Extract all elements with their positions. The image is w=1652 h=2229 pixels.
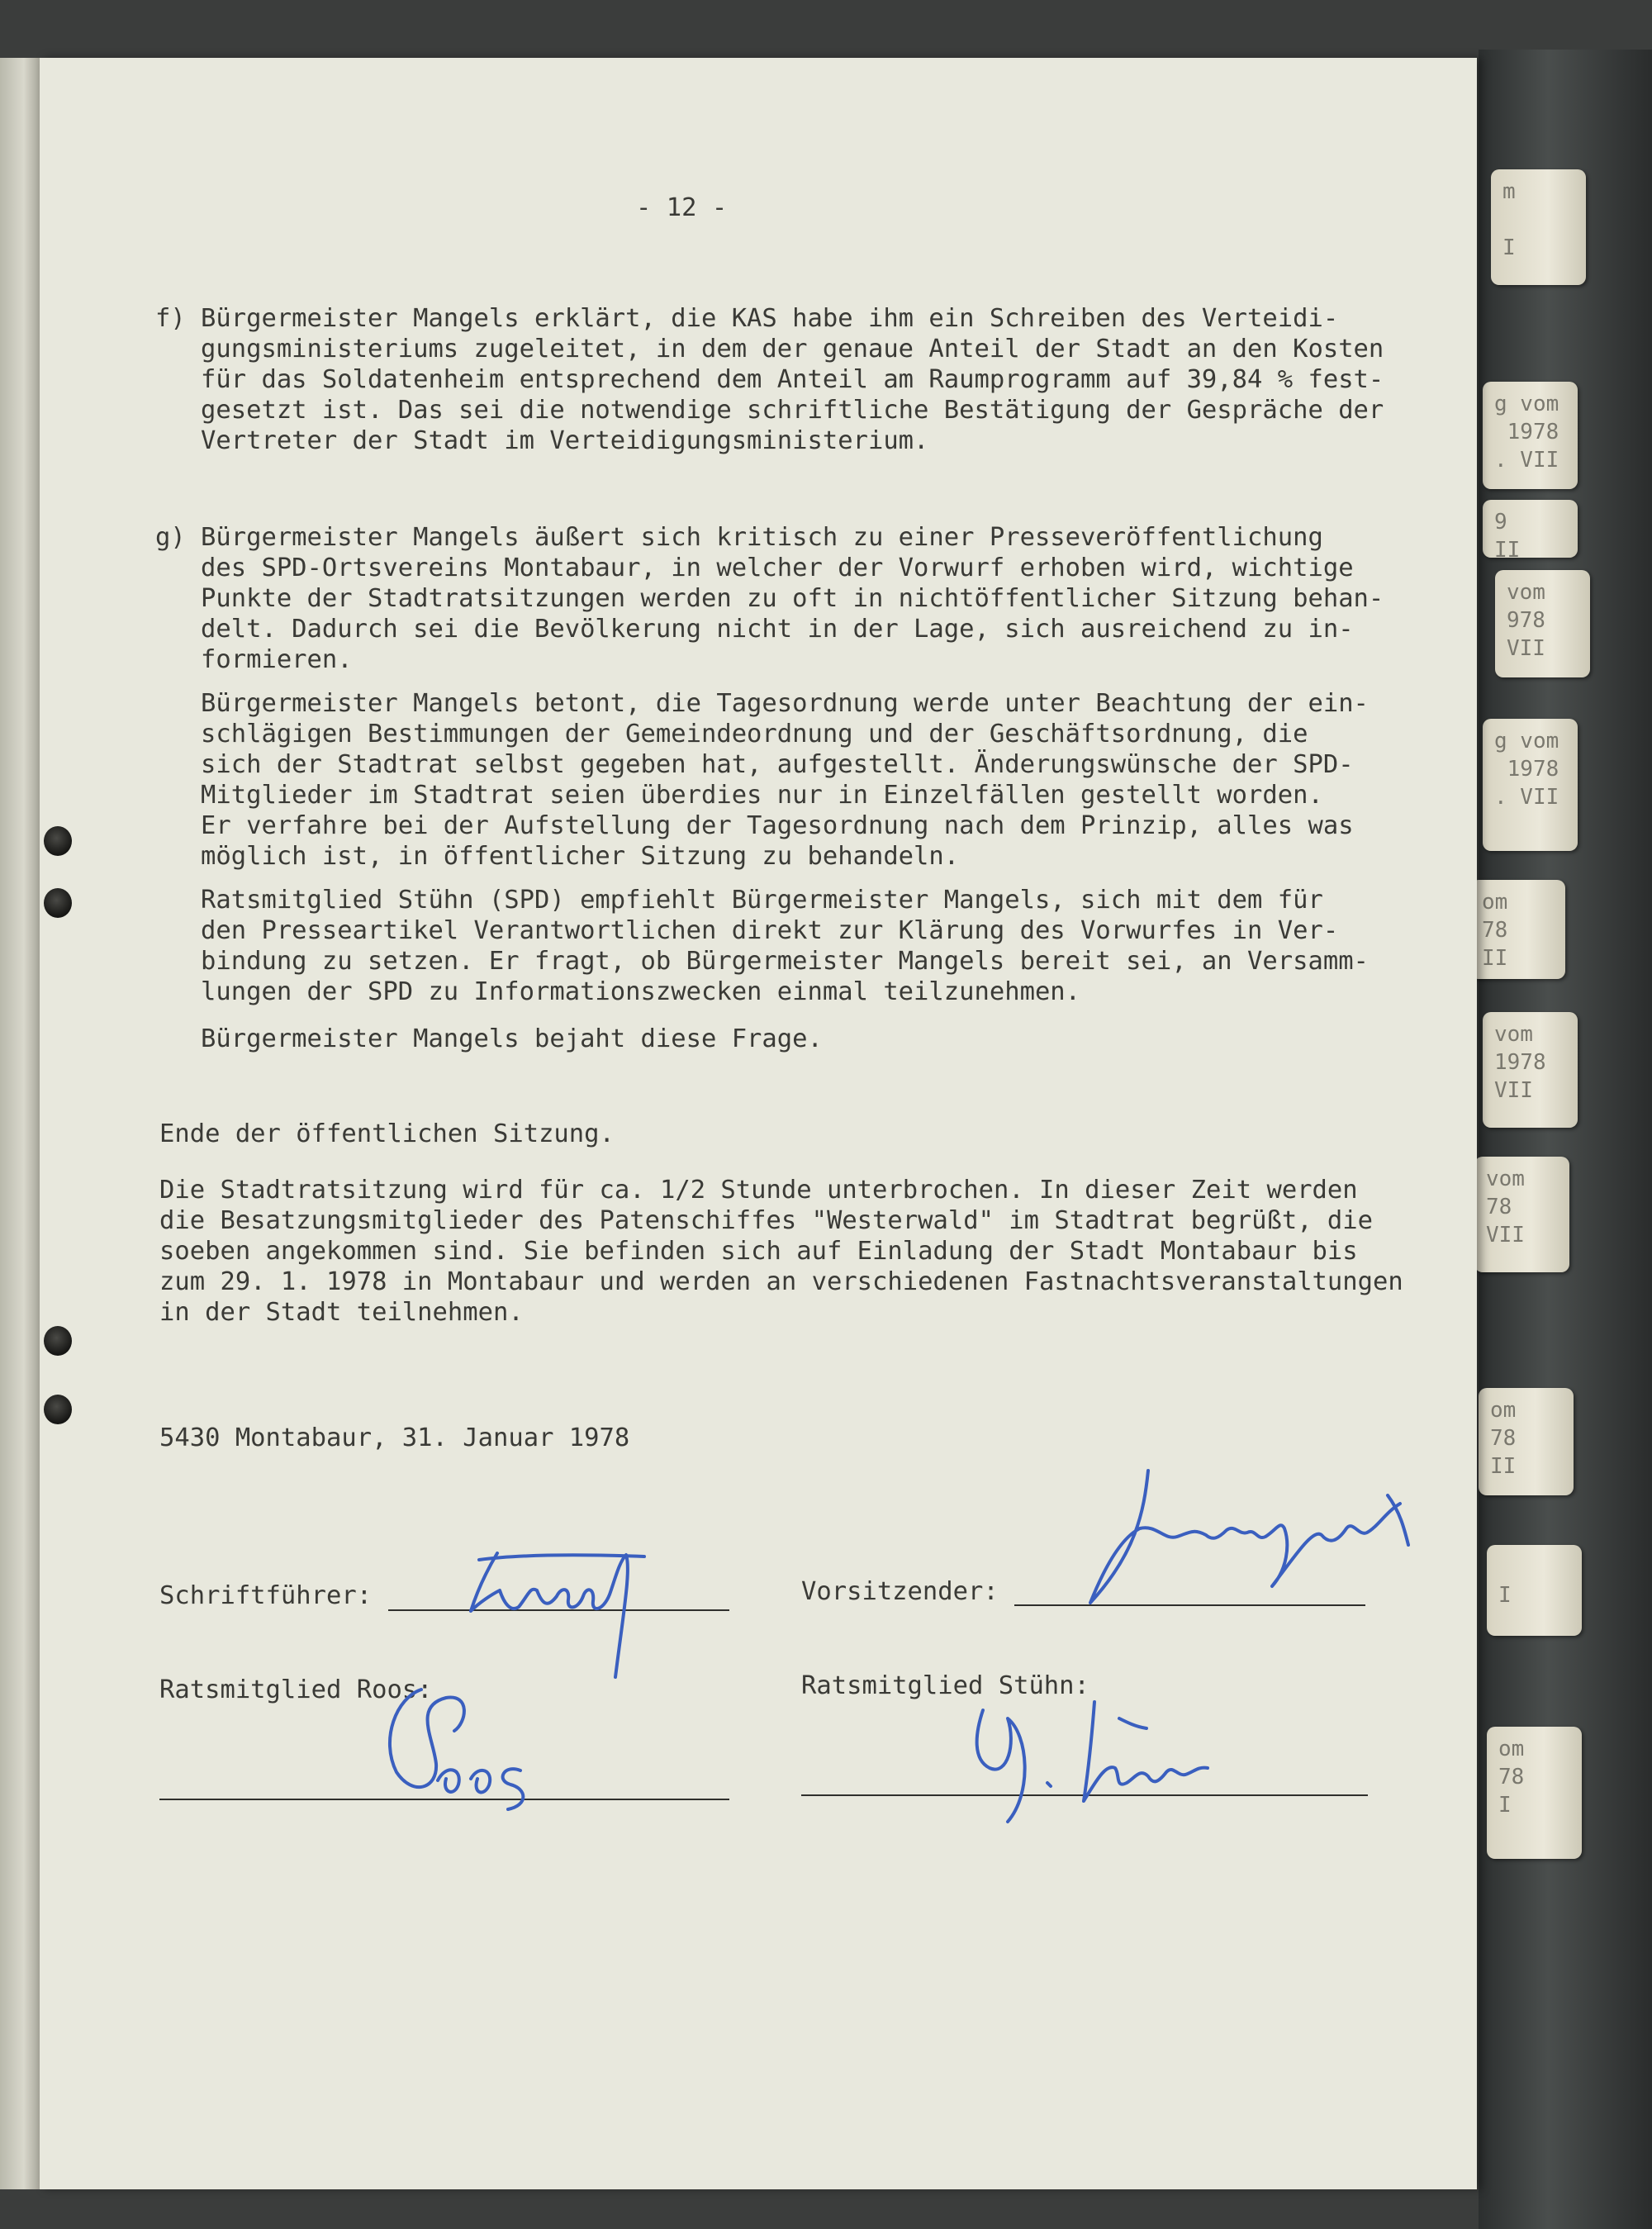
item-g-line: Ratsmitglied Stühn (SPD) empfiehlt Bürgermeister Mangels, sich mit dem für [201, 886, 1323, 915]
schriftfuehrer-signature [454, 1545, 702, 1685]
item-f-marker: f) [155, 304, 186, 333]
item-g-line: lungen der SPD zu Informationszwecken einmal teilzunehmen. [201, 977, 1081, 1006]
vorsitzender-signature [1074, 1462, 1429, 1611]
item-g-line: Bürgermeister Mangels äußert sich kritisch zu einer Presseveröffentlichung [201, 523, 1323, 552]
index-tab: om 78 II [1479, 1388, 1574, 1495]
item-g-line: schlägigen Bestimmungen der Gemeindeordnung und der Geschäftsordnung, die [201, 720, 1308, 749]
index-tab: m I [1491, 169, 1586, 285]
closing-line: die Besatzungsmitglieder des Patenschiffes "Westerwald" im Stadtrat begrüßt, die [159, 1206, 1374, 1235]
index-tab: g vom 1978 . VII [1483, 719, 1578, 851]
index-tab: vom 78 VII [1474, 1157, 1569, 1272]
punch-hole [44, 1326, 72, 1356]
index-tab: vom 978 VII [1495, 570, 1590, 677]
stuehn-label: Ratsmitglied Stühn: [801, 1671, 1089, 1700]
item-f-line: gesetzt ist. Das sei die notwendige schriftliche Bestätigung der Gespräche der [201, 396, 1384, 425]
roos-signature [363, 1673, 578, 1822]
item-g-line: des SPD-Ortsvereins Montabaur, in welcher der Vorwurf erhoben wird, wichtige [201, 554, 1354, 582]
item-g-line: bindung zu setzen. Er fragt, ob Bürgermeister Mangels bereit sei, an Versamm- [201, 947, 1369, 976]
item-g-line: Er verfahre bei der Aufstellung der Tagesordnung nach dem Prinzip, alles was [201, 811, 1354, 840]
item-g-line: sich der Stadtrat selbst gegeben hat, aufgestellt. Änderungswünsche der SPD- [201, 750, 1354, 779]
item-f-line: gungsministeriums zugeleitet, in dem der genaue Anteil der Stadt an den Kosten [201, 335, 1384, 364]
closing-line: Die Stadtratsitzung wird für ca. 1/2 Stunde unterbrochen. In dieser Zeit werden [159, 1176, 1358, 1205]
index-tab: 9 II [1483, 500, 1578, 558]
index-tab: g vom 1978 . VII [1483, 382, 1578, 489]
item-g-line: möglich ist, in öffentlicher Sitzung zu behandeln. [201, 842, 960, 871]
page-number: - 12 - [636, 193, 728, 222]
index-tab: I [1487, 1545, 1582, 1636]
closing-line: in der Stadt teilnehmen. [159, 1298, 524, 1327]
item-g-marker: g) [155, 523, 186, 552]
end-of-session: Ende der öffentlichen Sitzung. [159, 1119, 615, 1148]
stuehn-signature [950, 1685, 1231, 1826]
binder-edge [1479, 50, 1652, 2229]
place-and-date: 5430 Montabaur, 31. Januar 1978 [159, 1423, 630, 1452]
item-g-line: Bürgermeister Mangels bejaht diese Frage. [201, 1024, 823, 1053]
punch-hole [44, 888, 72, 918]
item-f-line: für das Soldatenheim entsprechend dem Anteil am Raumprogramm auf 39,84 % fest- [201, 365, 1384, 394]
closing-line: soeben angekommen sind. Sie befinden sich auf Einladung der Stadt Montabaur bis [159, 1237, 1358, 1266]
item-g-line: delt. Dadurch sei die Bevölkerung nicht in der Lage, sich ausreichend zu in- [201, 615, 1354, 644]
left-page-edge [0, 58, 40, 2189]
item-g-line: den Presseartikel Verantwortlichen direkt zur Klärung des Vorwurfes in Ver- [201, 916, 1339, 945]
index-tab: om 78 II [1470, 880, 1565, 979]
schriftfuehrer-label: Schriftführer: [159, 1581, 373, 1610]
item-f-line: Vertreter der Stadt im Verteidigungsministerium. [201, 426, 929, 455]
index-tab: vom 1978 VII [1483, 1012, 1578, 1128]
roos-label: Ratsmitglied Roos: [159, 1675, 433, 1704]
vorsitzender-label: Vorsitzender: [801, 1577, 999, 1606]
item-g-line: Bürgermeister Mangels betont, die Tagesordnung werde unter Beachtung der ein- [201, 689, 1369, 718]
index-tab: om 78 I [1487, 1727, 1582, 1859]
item-g-line: formieren. [201, 645, 353, 674]
item-g-line: Mitglieder im Stadtrat seien überdies nur in Einzelfällen gestellt worden. [201, 781, 1323, 810]
closing-line: zum 29. 1. 1978 in Montabaur und werden an verschiedenen Fastnachtsveranstaltungen [159, 1267, 1403, 1296]
item-g-line: Punkte der Stadtratsitzungen werden zu oft in nichtöffentlicher Sitzung behan- [201, 584, 1384, 613]
punch-hole [44, 826, 72, 856]
punch-hole [44, 1395, 72, 1424]
item-f-line: Bürgermeister Mangels erklärt, die KAS habe ihm ein Schreiben des Verteidi- [201, 304, 1339, 333]
